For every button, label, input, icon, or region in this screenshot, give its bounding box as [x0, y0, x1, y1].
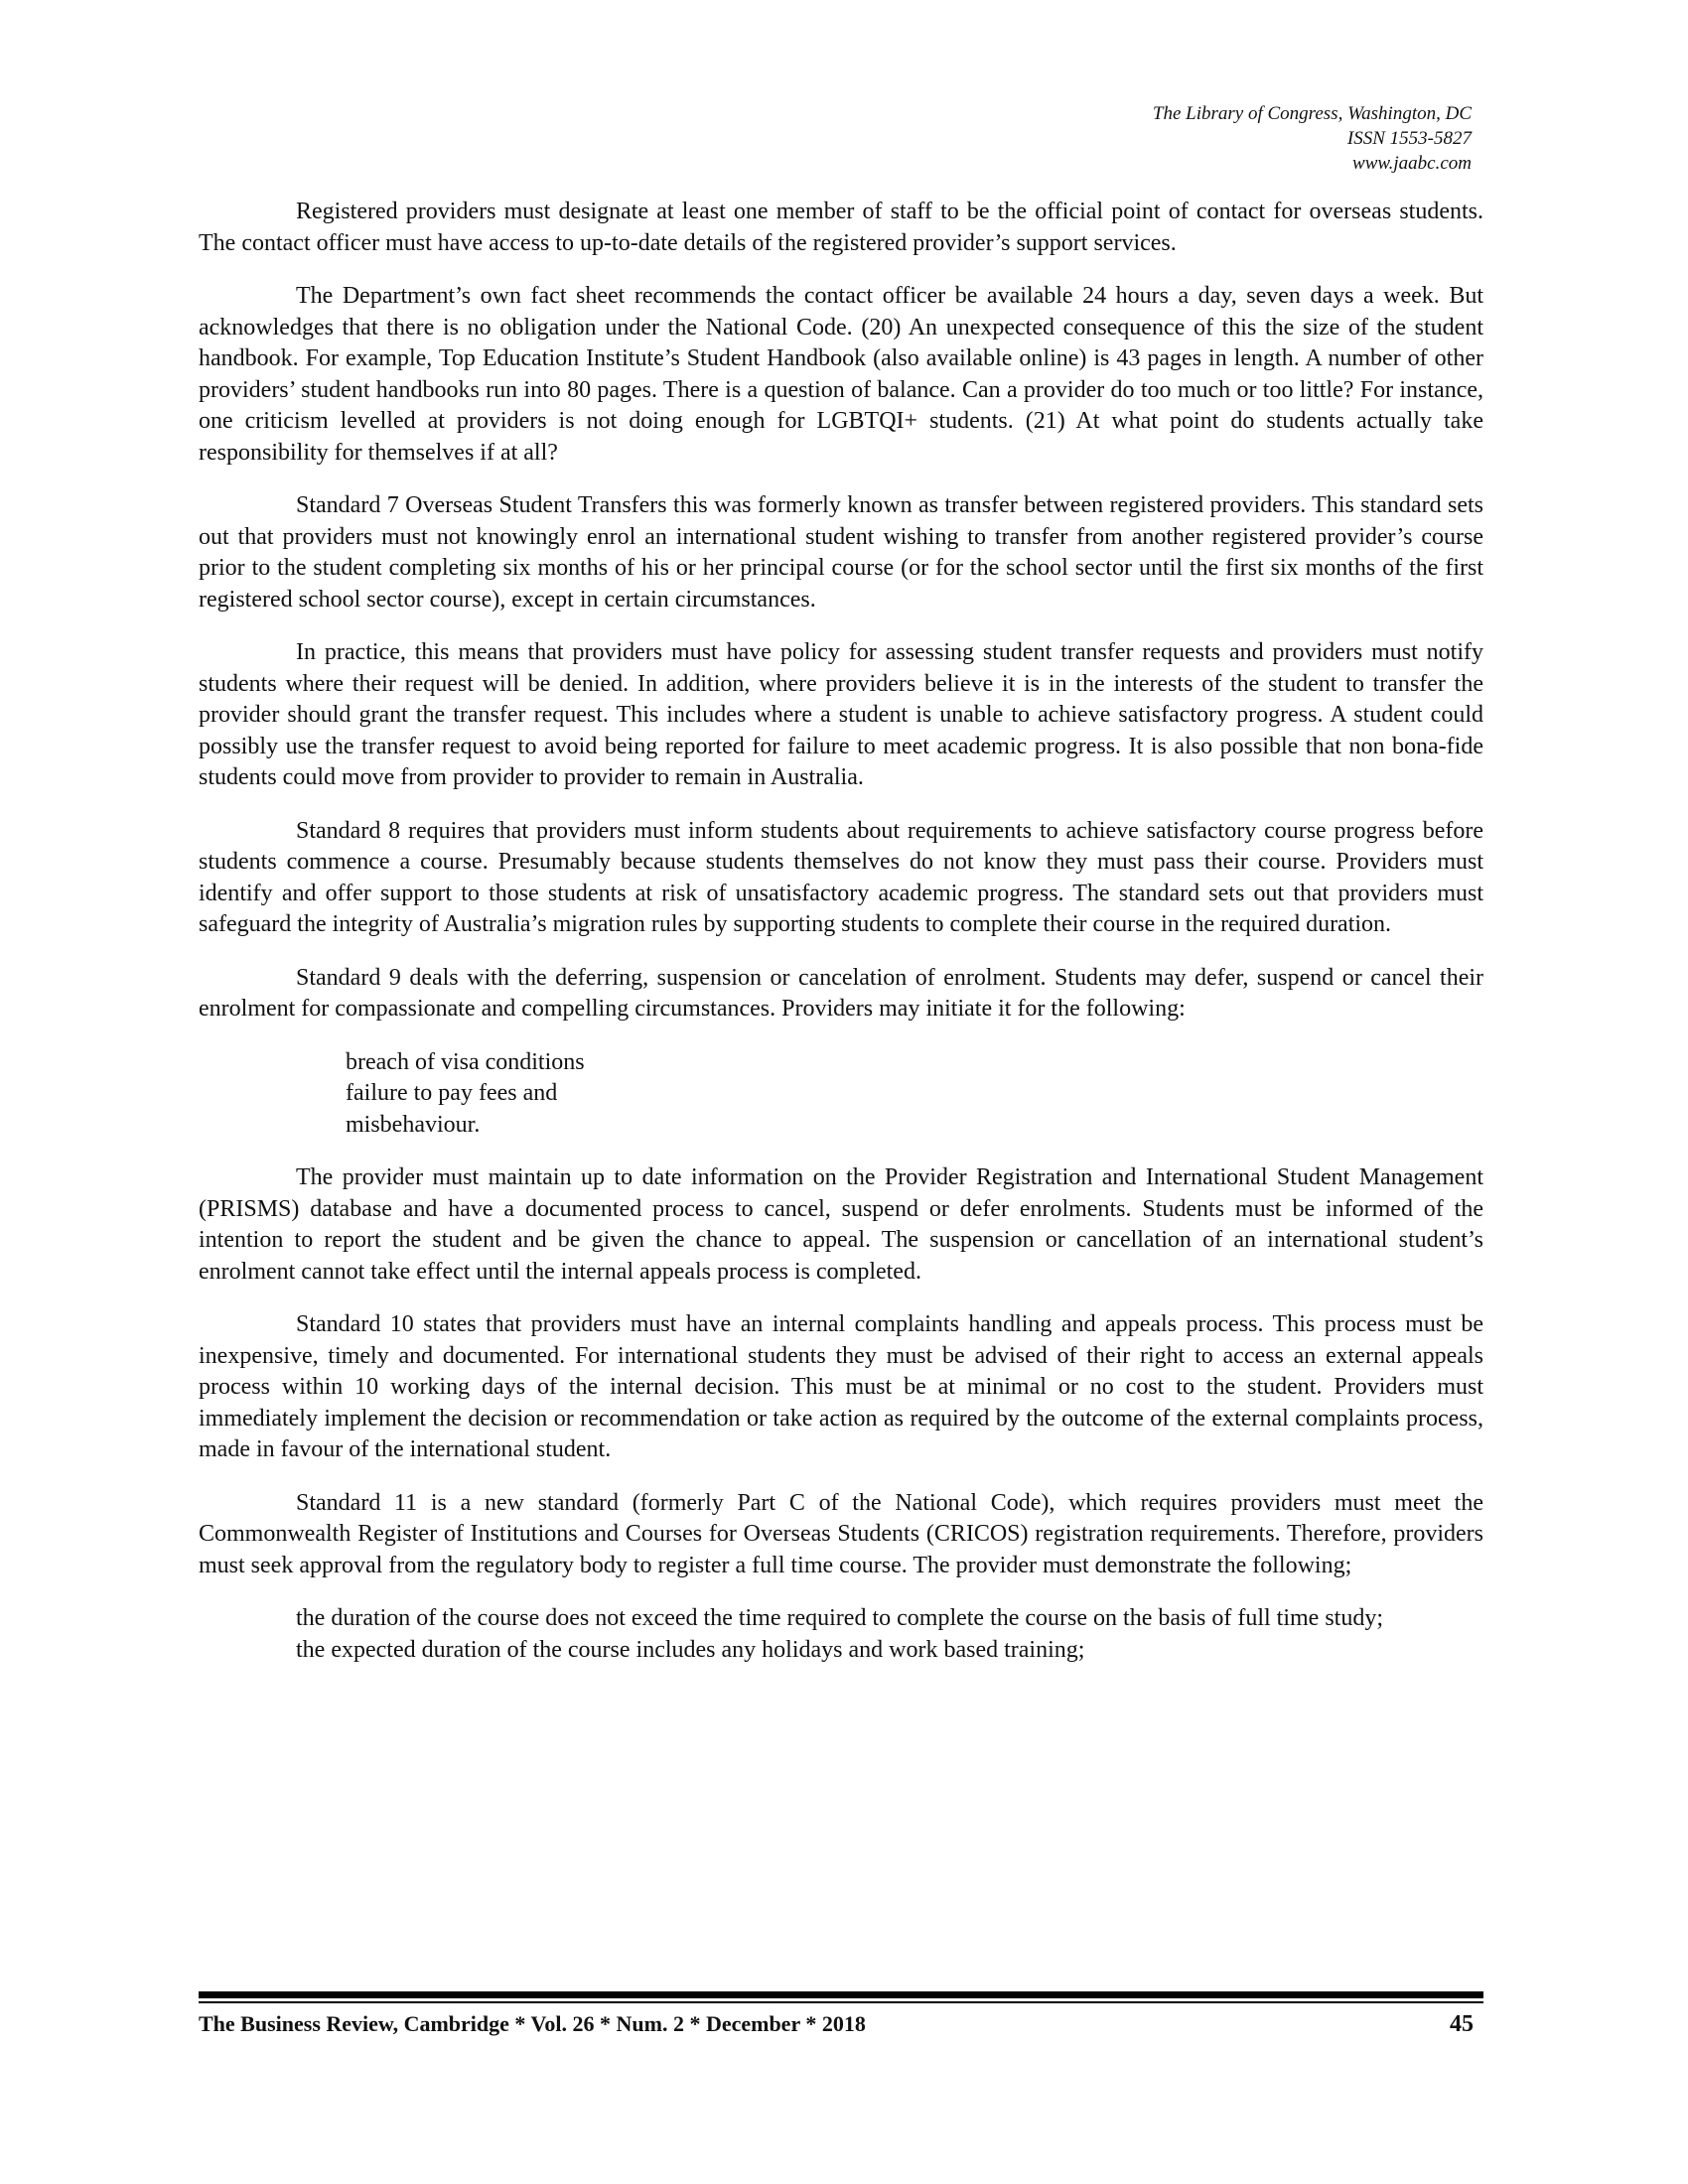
paragraph: Registered providers must designate at least one member of staff to be the official point of contact for overseas students. The contact officer must have access to up-to-date details of the registered provider’s support services.: [199, 199, 1483, 256]
page-number: 45: [1450, 2011, 1474, 2037]
paragraph: The provider must maintain up to date information on the Provider Registration and International Student Management (PRISMS) database and have a documented process to cancel, suspend or defer enrolments. Students must be informed of the intention to report the student and be given the chance to appeal. The suspension or cancellation of an international student’s enrolment cannot take effect until the internal appeals process is completed.: [199, 1164, 1483, 1285]
list-item: breach of visa conditions: [346, 1048, 585, 1075]
list-item: misbehaviour.: [346, 1111, 481, 1138]
paragraph: The Department’s own fact sheet recommends the contact officer be available 24 hours a day, seven days a week. But acknowledges that there is no obligation under the National Code. (20) An unexpected consequence of this the size of the student handbook. For example, Top Education Institute’s Student Handbook (also available online) is 43 pages in length. A number of other providers’ student handbooks run into 80 pages. There is a question of balance. Can a provider do too much or too little? For instance, one criticism levelled at providers is not doing enough for LGBTQI+ students. (21) At what point do students actually take responsibility for themselves if at all?: [199, 283, 1483, 466]
paragraph: In practice, this means that providers must have policy for assessing student transfer requests and providers must notify students where their request will be denied. In addition, where providers believe it is in the interests of the student to transfer the provider should grant the transfer request. This includes where a student is unable to achieve satisfactory progress. A student could possibly use the transfer request to avoid being reported for failure to meet academic progress. It is also possible that non bona-fide students could move from provider to provider to remain in Australia.: [199, 639, 1483, 790]
course-requirements-list: [199, 1603, 1483, 1666]
paragraph: Standard 7 Overseas Student Transfers this was formerly known as transfer between registered providers. This standard sets out that providers must not knowingly enrol an international student wishing to transfer from another registered provider’s course prior to the student completing six months of his or her principal course (or for the school sector until the first six months of the first registered school sector course), except in certain circumstances.: [199, 492, 1483, 613]
header-website: www.jaabc.com: [1352, 153, 1472, 174]
list-item: [199, 1635, 1483, 1667]
list-item: failure to pay fees and: [346, 1080, 558, 1106]
header-issn: ISSN 1553-5827: [1346, 128, 1472, 149]
body-text: [199, 197, 1483, 1666]
footer-rule: [199, 1991, 1483, 1998]
journal-citation: The Business Review, Cambridge * Vol. 26 * Num. 2 * December * 2018: [199, 2011, 866, 2036]
paragraph: Standard 8 requires that providers must inform students about requirements to achieve satisfactory course progress before students commence a course. Presumably because students themselves do not know they must pass their course. Providers must identify and offer support to those students at risk of unsatisfactory academic progress. The standard sets out that providers must safeguard the integrity of Australia’s migration rules by supporting students to complete their course in the required duration.: [199, 817, 1483, 937]
paragraph: Standard 10 states that providers must have an internal complaints handling and appeals process. This process must be inexpensive, timely and documented. For international students they must be advised of their right to access an external appeals process within 10 working days of the internal decision. This must be at minimal or no cost to the student. Providers must immediately implement the decision or recommendation or take action as required by the outcome of the external complaints process, made in favour of the international student.: [199, 1311, 1483, 1462]
list-item-text: the expected duration of the course includes any holidays and work based training;: [296, 1636, 1085, 1663]
list-item-text: the duration of the course does not exceed the time required to complete the course on the basis of full time study;: [296, 1605, 1384, 1631]
enrolment-reasons-list: [199, 1047, 1483, 1142]
running-header: [1153, 101, 1472, 176]
paragraph: Standard 11 is a new standard (formerly Part C of the National Code), which requires providers must meet the Commonwealth Register of Institutions and Courses for Overseas Students (CRICOS) registration requirements. Therefore, providers must seek approval from the regulatory body to register a full time course. The provider must demonstrate the following;: [199, 1489, 1483, 1578]
list-item: [199, 1603, 1483, 1635]
footer-rule: [199, 2001, 1483, 2003]
header-library: The Library of Congress, Washington, DC: [1152, 103, 1472, 124]
paragraph: Standard 9 deals with the deferring, suspension or cancelation of enrolment. Students may defer, suspend or cancel their enrolment for compassionate and compelling circumstances. Providers may initiate it for the following:: [199, 964, 1483, 1022]
